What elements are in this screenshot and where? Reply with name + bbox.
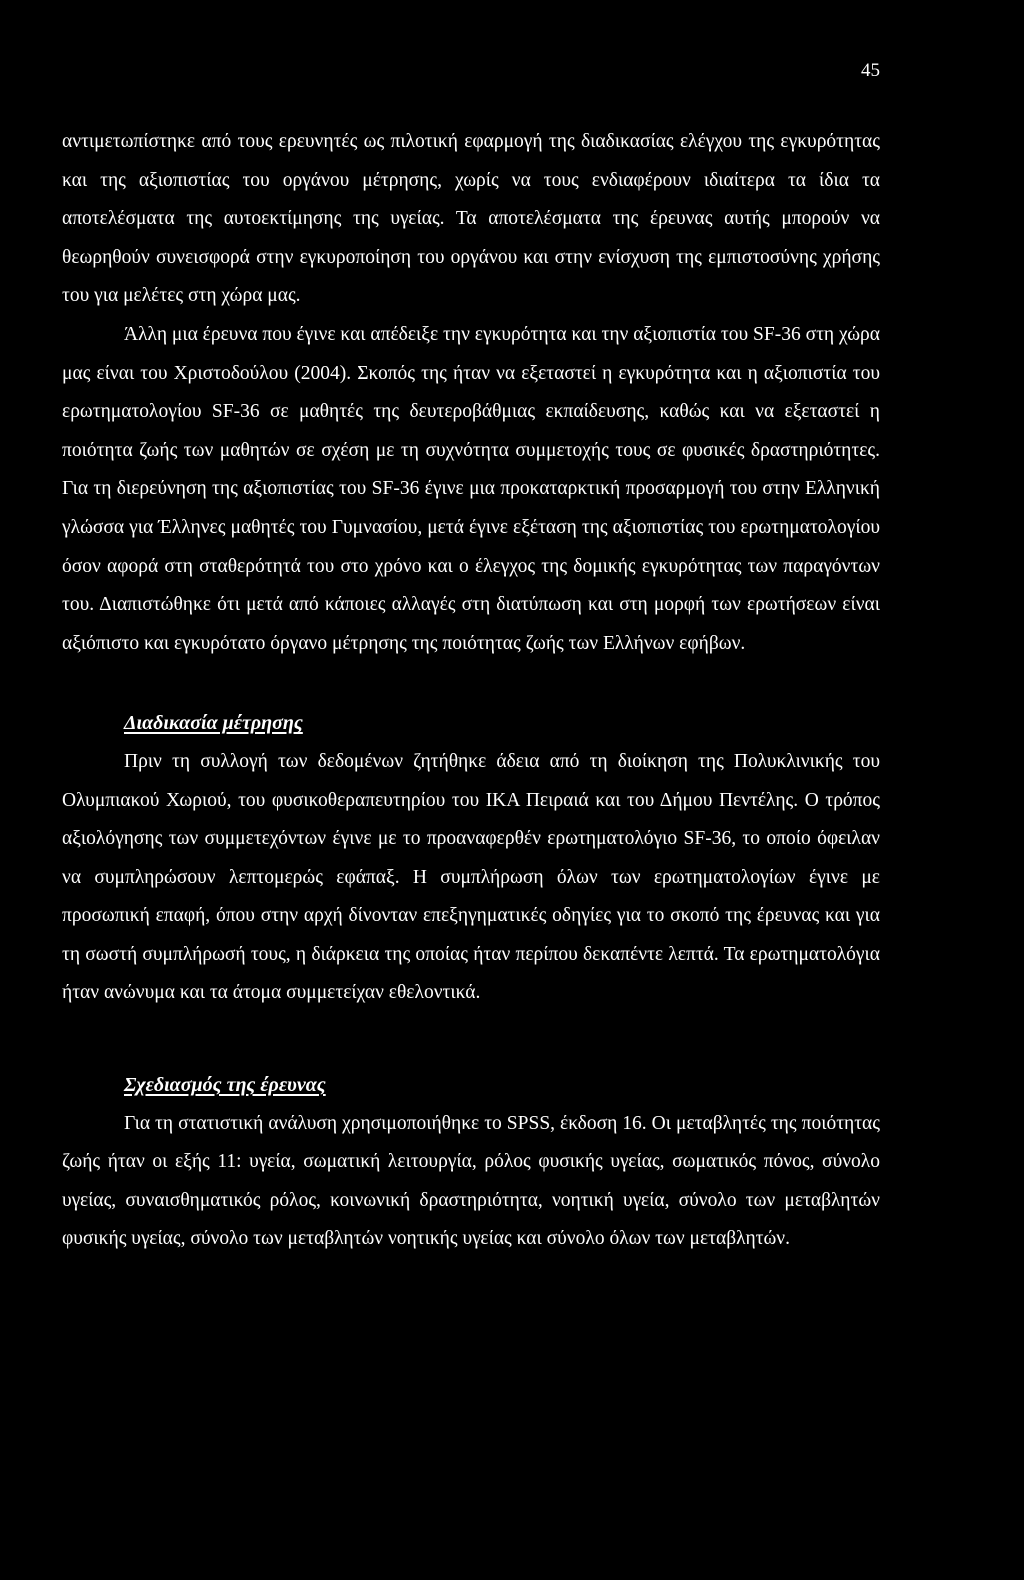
paragraph-research-design: Για τη στατιστική ανάλυση χρησιμοποιήθηκε το SPSS, έκδοση 16. Οι μεταβλητές της ποιότητας ζωής ήταν οι εξής 11: υγεία, σωματική λειτουργία, ρόλος φυσικής υγείας, σωματικός πόνος, σύνολο υγείας, συναισθηματικός ρόλος, κοινωνική δραστηριότητα, νοητική υγεία, σύνολο των μεταβλητών φυσικής υγείας, σύνολο των μεταβλητών νοητικής υγείας και σύνολο όλων των μεταβλητών.	[62, 1112, 880, 1250]
section-heading-measurement-procedure: Διαδικασία μέτρησης	[124, 712, 303, 735]
paragraph-christodoulou-study: Άλλη μια έρευνα που έγινε και απέδειξε την εγκυρότητα και την αξιοπιστία του SF-36 στη χώρα μας είναι του Χριστοδούλου (2004). Σκοπός της ήταν να εξεταστεί η εγκυρότητα και η αξιοπιστία του ερωτηματολογίου SF-36 σε μαθητές της δευτεροβάθμιας εκπαίδευσης, καθώς και να εξεταστεί η ποιότητα ζωής των μαθητών σε σχέση με τη συχνότητα συμμετοχής τους σε φυσικές δραστηριότητες. Για τη διερεύνηση της αξιοπιστίας του SF-36 έγινε μια προκαταρκτική προσαρμογή του στην Ελληνική γλώσσα για Έλληνες μαθητές του Γυμνασίου, μετά έγινε εξέταση της αξιοπιστίας του ερωτηματολογίου όσον αφορά στη σταθερότητά του στο χρόνο και ο έλεγχος της δομικής εγκυρότητας των παραγόντων του. Διαπιστώθηκε ότι μετά από κάποιες αλλαγές στη διατύπωση και στη μορφή των ερωτήσεων είναι αξιόπιστο και εγκυρότατο όργανο μέτρησης της ποιότητας ζωής των Ελλήνων εφήβων.	[62, 323, 880, 654]
document-body	[62, 123, 880, 1259]
paragraph-continuation: αντιμετωπίστηκε από τους ερευνητές ως πιλοτική εφαρμογή της διαδικασίας ελέγχου της εγκυρότητας και της αξιοπιστίας του οργάνου μέτρησης, χωρίς να τους ενδιαφέρουν ιδιαίτερα τα ίδια τα αποτελέσματα της αυτοεκτίμησης της υγείας. Τα αποτελέσματα της έρευνας αυτής μπορούν να θεωρηθούν συνεισφορά στην εγκυροποίηση του οργάνου και στην ενίσχυση της εμπιστοσύνης χρήσης του για μελέτες στη χώρα μας.	[62, 131, 880, 307]
section-heading-research-design: Σχεδιασμός της έρευνας	[124, 1074, 326, 1097]
paragraph-measurement-procedure: Πριν τη συλλογή των δεδομένων ζητήθηκε άδεια από τη διοίκηση της Πολυκλινικής του Ολυμπιακού Χωριού, του φυσικοθεραπευτηρίου του ΙΚΑ Πειραιά και του Δήμου Πεντέλης. Ο τρόπος αξιολόγησης των συμμετεχόντων έγινε με το προαναφερθέν ερωτηματολόγιο SF-36, το οποίο όφειλαν να συμπληρώσουν λεπτομερώς εφάπαξ. Η συμπλήρωση όλων των ερωτηματολογίων έγινε με προσωπική επαφή, όπου στην αρχή δίνονταν επεξηγηματικές οδηγίες για το σκοπό της έρευνας και για τη σωστή συμπλήρωσή τους, η διάρκεια της οποίας ήταν περίπου δεκαπέντε λεπτά. Τα ερωτηματολόγια ήταν ανώνυμα και τα άτομα συμμετείχαν εθελοντικά.	[62, 750, 880, 1004]
page-number: 45	[861, 60, 880, 81]
